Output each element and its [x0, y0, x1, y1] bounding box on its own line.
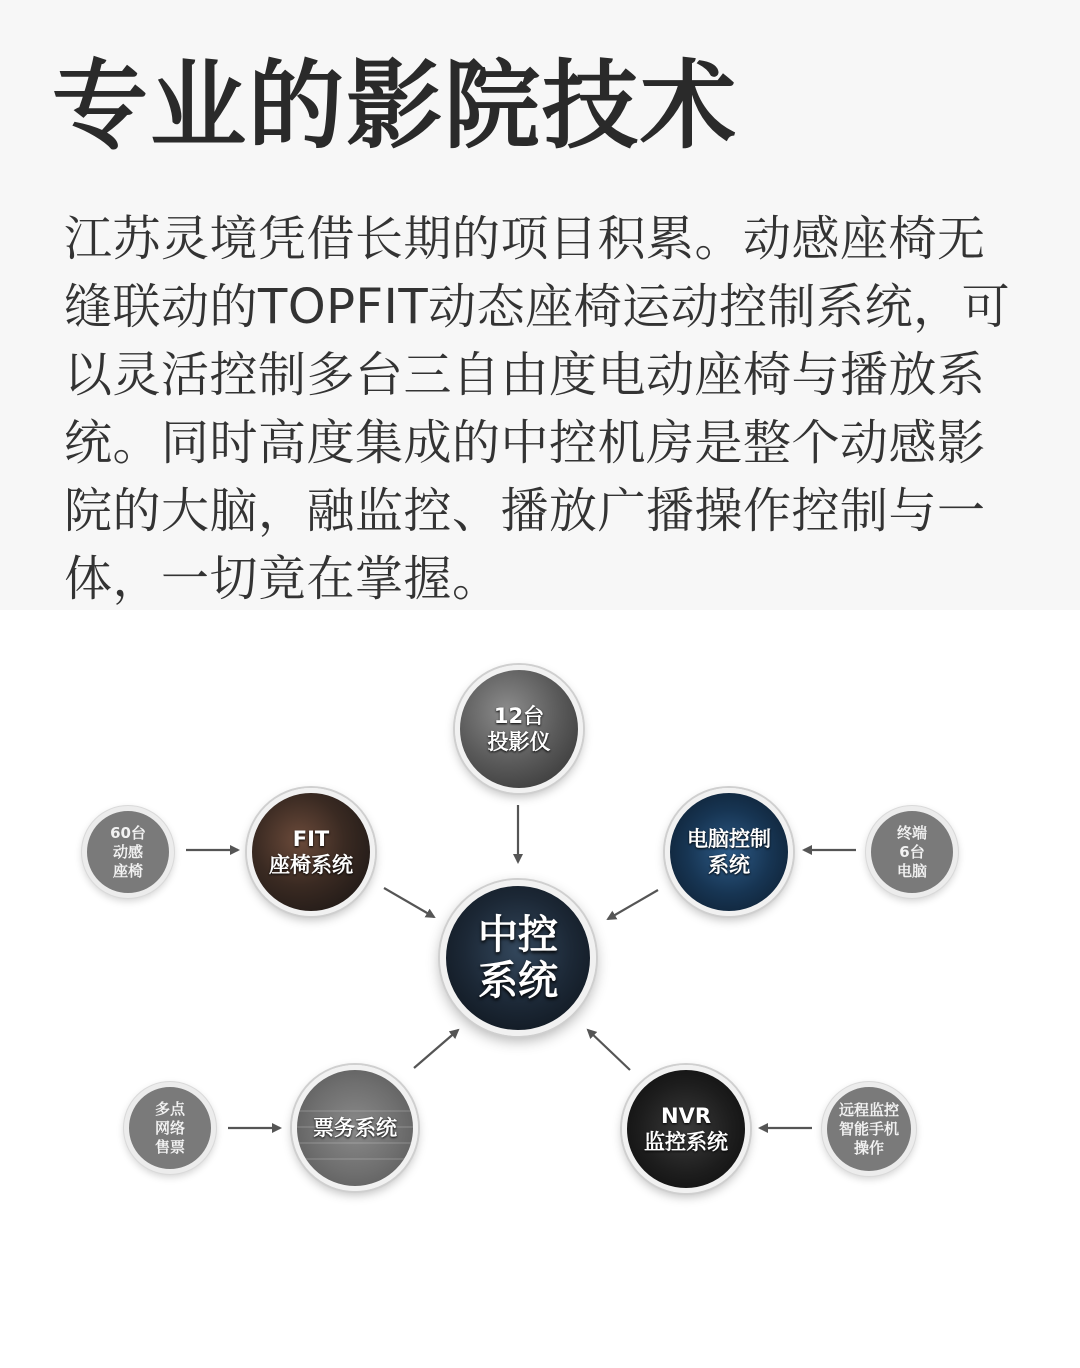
pc-control-label: 电脑控制 系统 [687, 827, 771, 877]
arrow-ticket-to-center [414, 1030, 458, 1068]
arrow-pc-to-center [608, 890, 658, 919]
page-title: 专业的影院技术 [52, 50, 738, 162]
network-tickets-node [124, 1082, 216, 1174]
intro-paragraph: 江苏灵境凭借长期的项目积累。动感座椅无缝联动的TOPFIT动态座椅运动控制系统，可以灵活控制多台三自由度电动座椅与播放系统。同时高度集成的中控机房是整个动感影院的大脑，融监控、播放广播操作控制与一体，一切竟在掌握。 [64, 211, 1011, 607]
fit-seat-node [247, 788, 375, 916]
pc-6-node [866, 806, 958, 898]
arrow-nvr-to-center [588, 1030, 630, 1070]
ticket-screen-line [297, 1142, 413, 1144]
ticketing-label: 票务系统 [313, 1116, 397, 1140]
control-system-diagram [0, 640, 1080, 1240]
nvr-label: NVR 监控系统 [644, 1104, 728, 1154]
seats-60-label: 60台 动感 座椅 [110, 823, 146, 880]
center-control-label: 中控 系统 [478, 912, 558, 1004]
seats-60-node [82, 806, 174, 898]
projector-node [455, 665, 583, 793]
ticketing-node [292, 1065, 418, 1191]
pc-control-node [665, 788, 793, 916]
network-tickets-label: 多点 网络 售票 [154, 1099, 185, 1156]
ticket-screen-line [297, 1158, 413, 1160]
remote-phone-label: 远程监控 智能手机 操作 [838, 1100, 899, 1157]
nvr-node [622, 1065, 750, 1193]
fit-seat-label: FIT 座椅系统 [269, 827, 353, 877]
projector-label: 12台 投影仪 [487, 704, 551, 754]
remote-phone-node [822, 1082, 916, 1176]
pc-6-label: 终端 6台 电脑 [896, 823, 927, 880]
arrow-fit-to-center [384, 888, 434, 917]
ticket-screen-line [297, 1110, 413, 1112]
center-control-node [440, 880, 596, 1036]
